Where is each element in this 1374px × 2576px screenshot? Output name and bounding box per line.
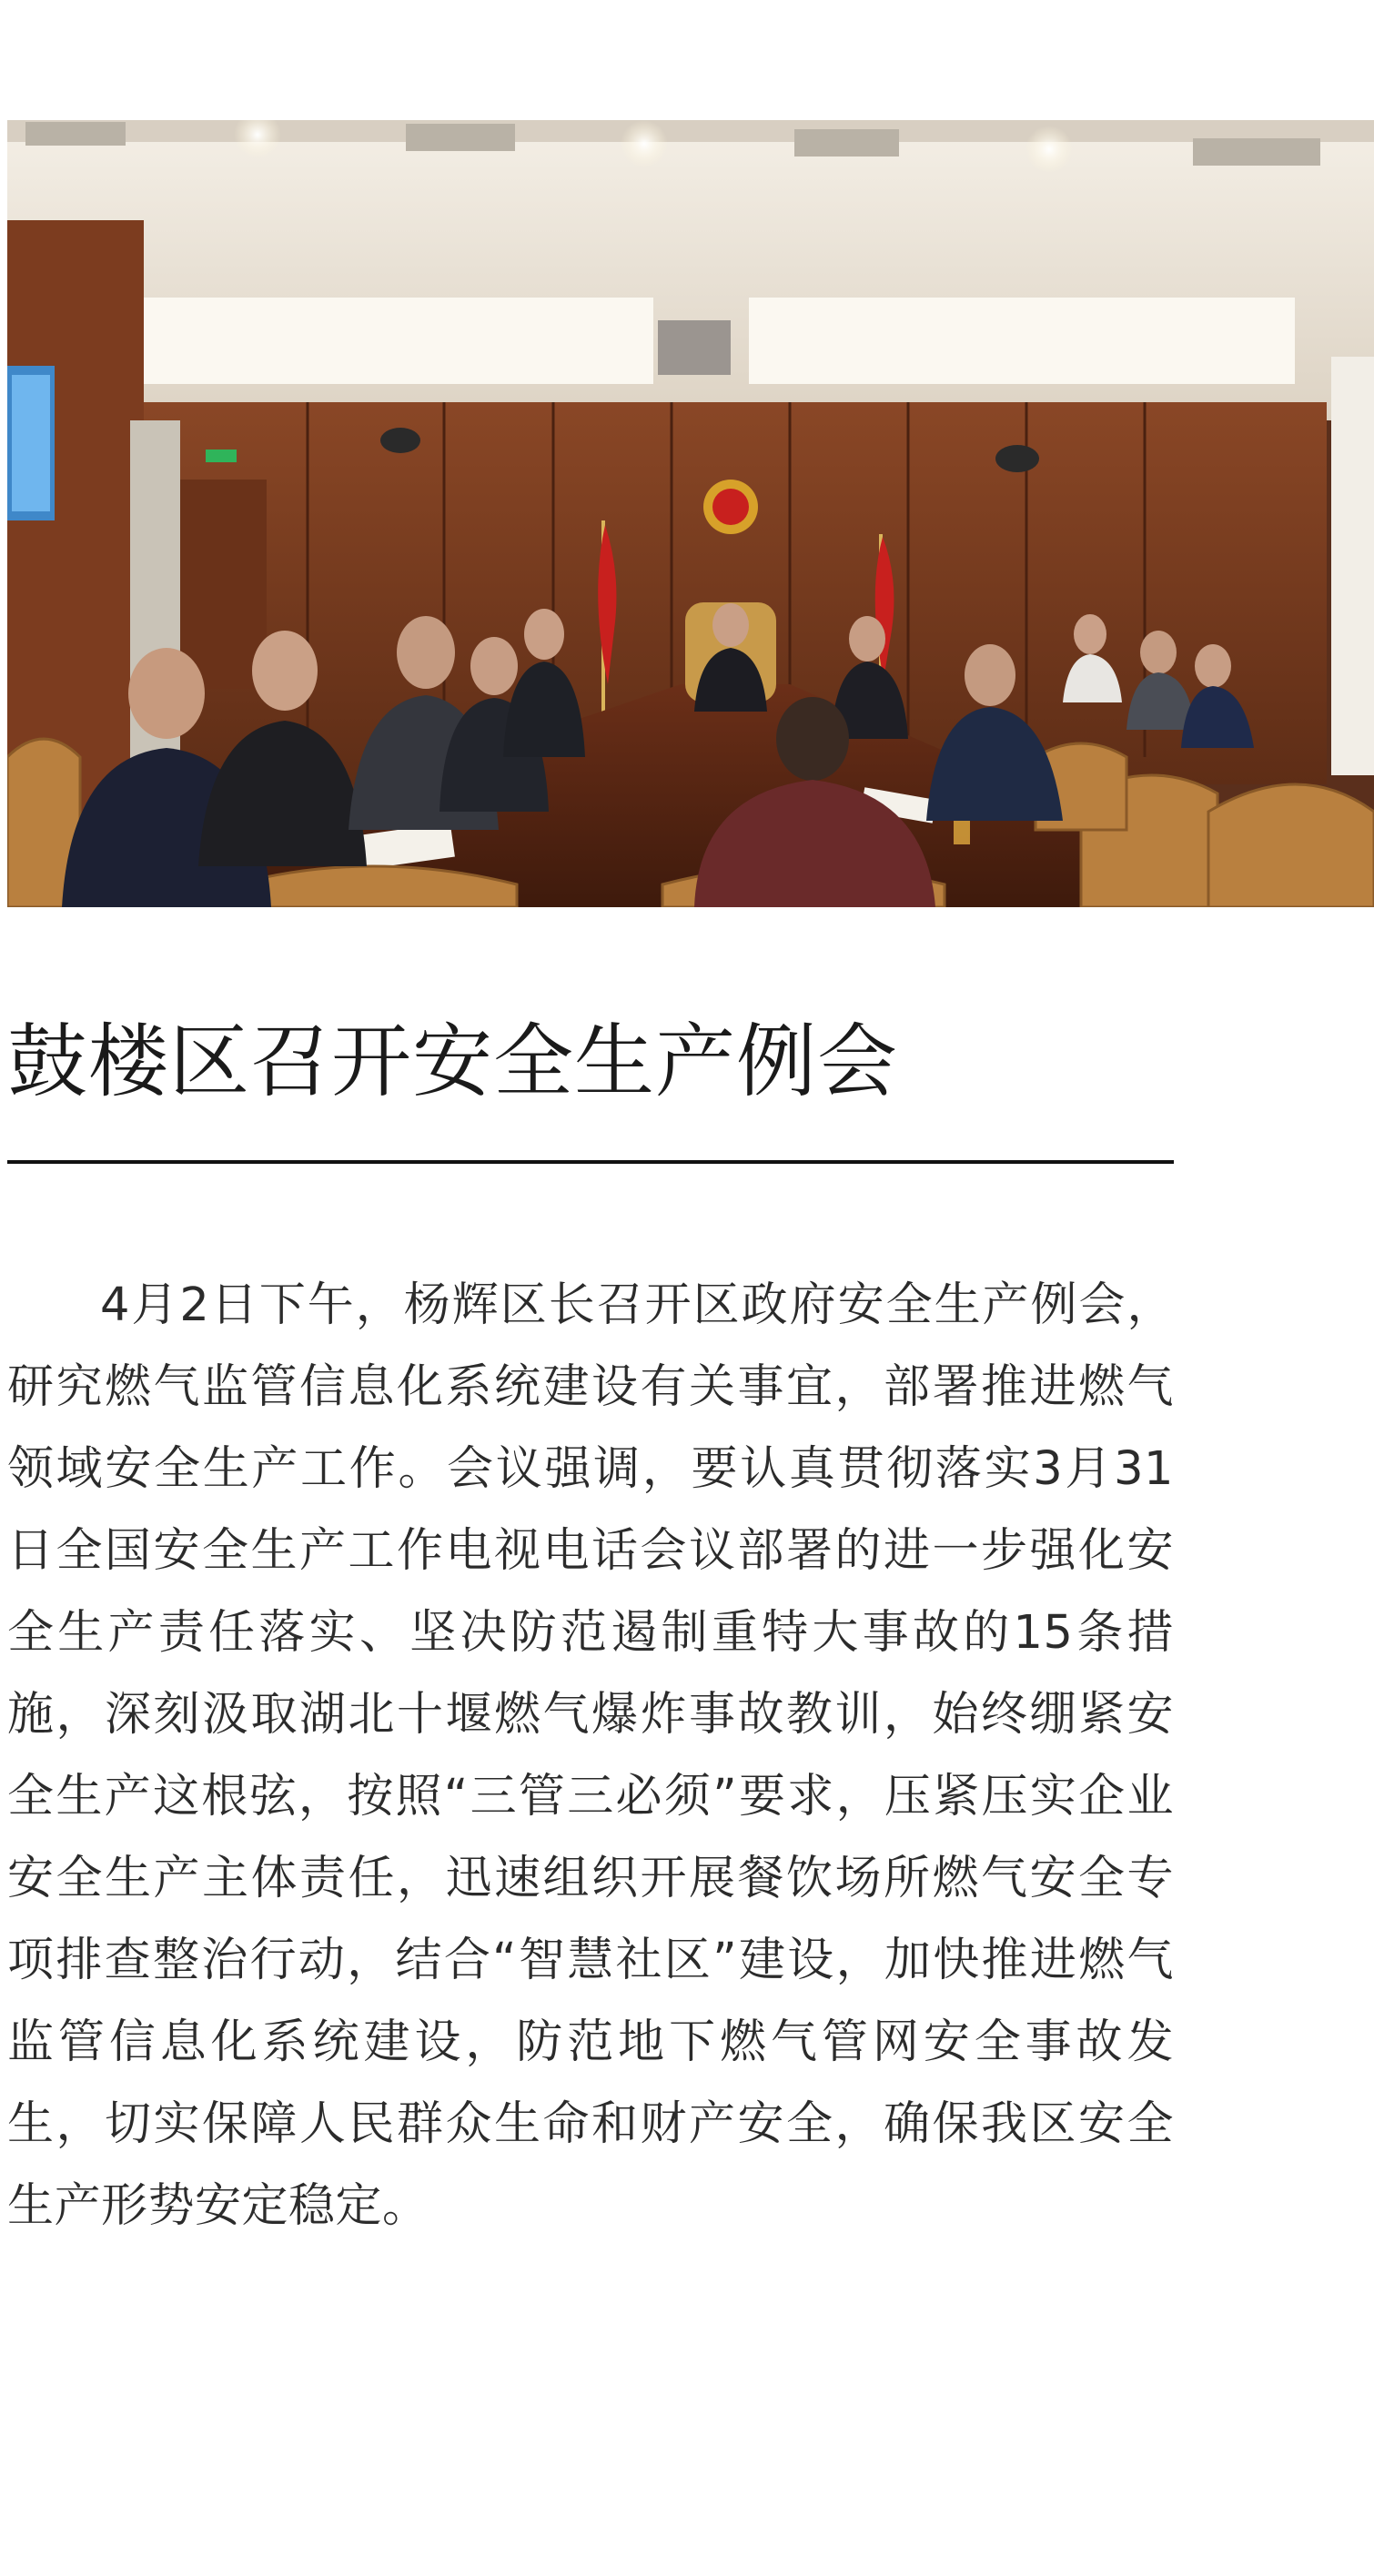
article-body: 4月2日下午，杨辉区长召开区政府安全生产例会，研究燃气监管信息化系统建设有关事宜，部署推进燃气领域安全生产工作。会议强调，要认真贯彻落实3月31日全国安全生产工作电视电话会议部署的进一步强化安全生产责任落实、坚决防范遏制重特大事故的15条措施，深刻汲取湖北十堰燃气爆炸事故教训，始终绷紧安全生产这根弦，按照“三管三必须”要求，压紧压实企业安全生产主体责任，迅速组织开展餐饮场所燃气安全专项排查整治行动，结合“智慧社区”建设，加快推进燃气监管信息化系统建设，防范地下燃气管网安全事故发生，切实保障人民群众生命和财产安全，确保我区安全生产形势安定稳定。 [7, 1278, 1174, 2233]
title-divider [7, 1160, 1174, 1164]
exit-sign [206, 450, 237, 462]
meeting-photo [7, 120, 1374, 907]
chairperson [685, 602, 776, 712]
article-title: 鼓楼区召开安全生产例会 [7, 1015, 899, 1108]
meeting-room-illustration [7, 120, 1374, 907]
projector [658, 320, 731, 375]
